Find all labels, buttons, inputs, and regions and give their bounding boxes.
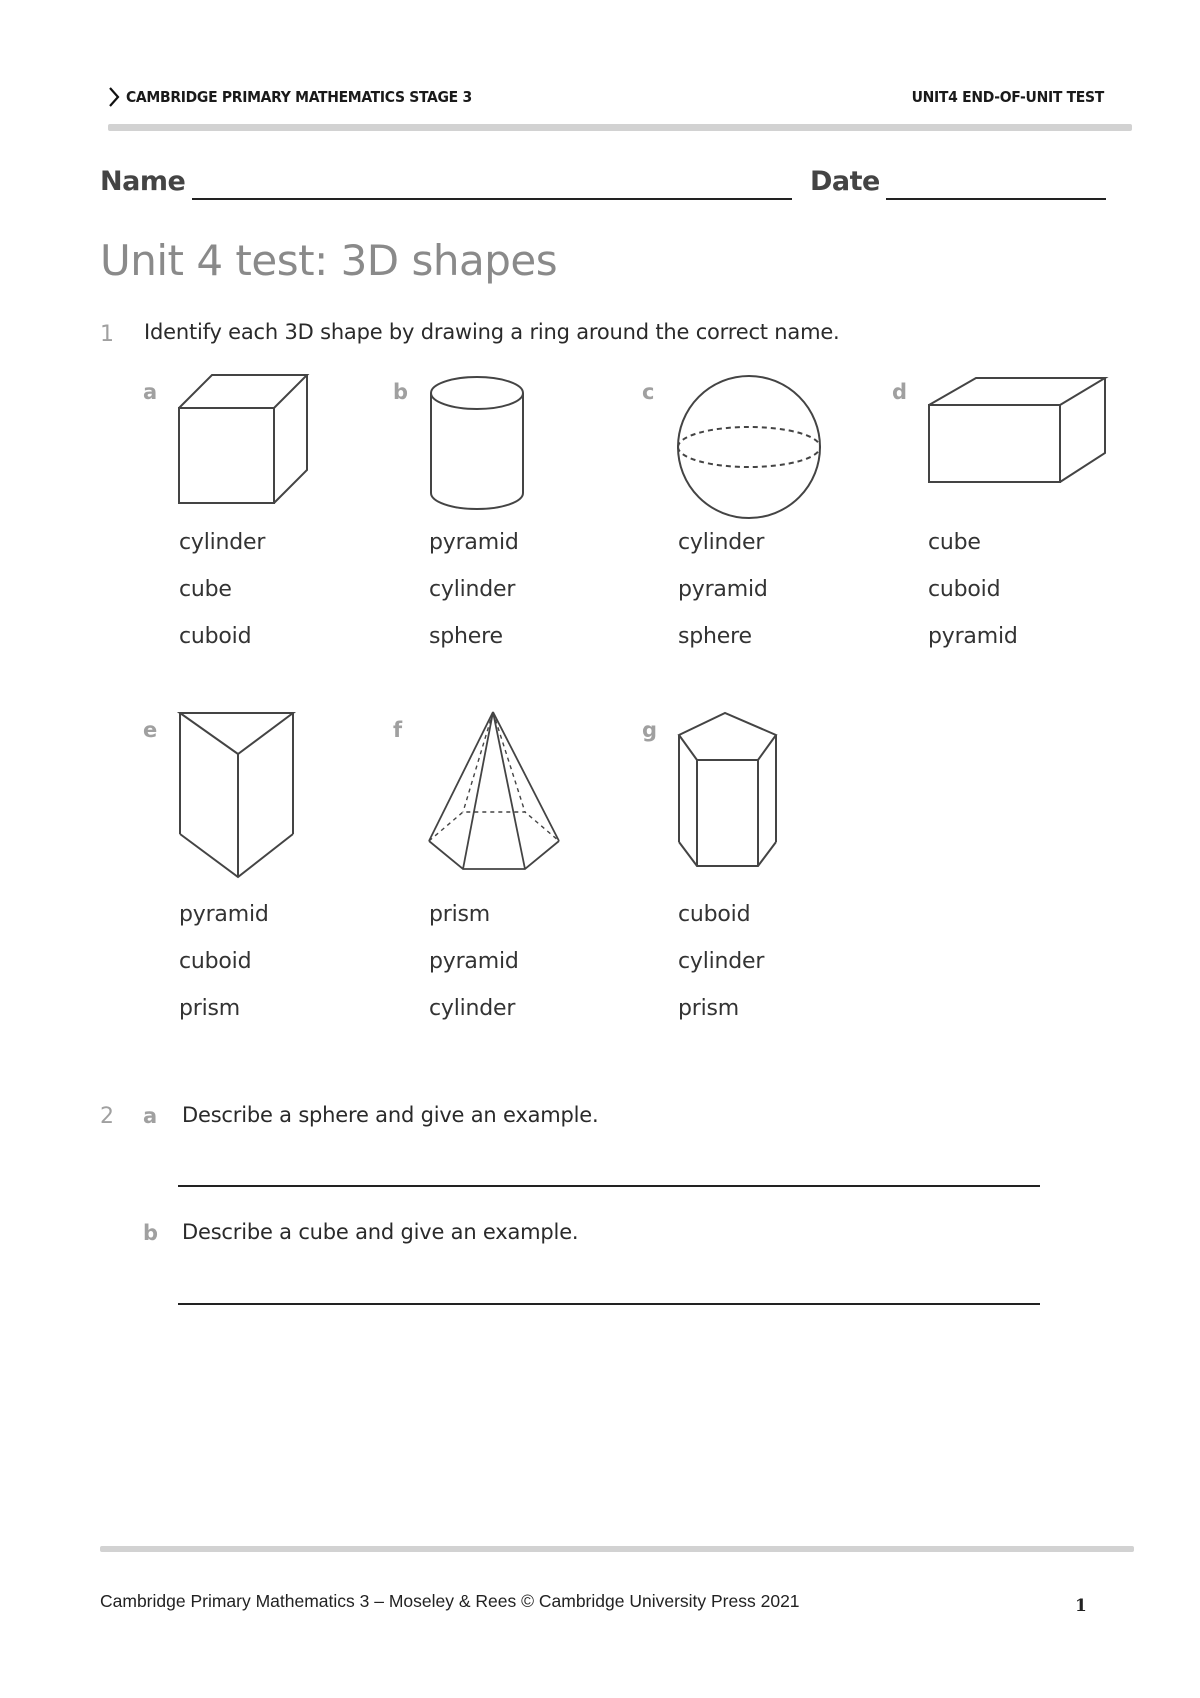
- header-left-title: CAMBRIDGE PRIMARY MATHEMATICS STAGE 3: [126, 88, 472, 106]
- footer-copyright: Cambridge Primary Mathematics 3 – Moseley & Rees © Cambridge University Press 2021: [100, 1591, 800, 1611]
- item-e-option-1[interactable]: pyramid: [179, 902, 269, 927]
- item-g-option-2[interactable]: cylinder: [678, 949, 765, 974]
- question-2b-letter: b: [143, 1221, 159, 1245]
- item-f-option-3[interactable]: cylinder: [429, 996, 516, 1021]
- pentagonal-prism-icon: [676, 710, 780, 870]
- triangular-prism-icon: [177, 710, 297, 880]
- item-e-letter: e: [143, 718, 158, 742]
- cylinder-icon: [428, 375, 526, 511]
- answer-line-2b[interactable]: [178, 1303, 1040, 1305]
- item-b-option-2[interactable]: cylinder: [429, 577, 516, 602]
- item-b-option-3[interactable]: sphere: [429, 624, 503, 649]
- question-2-number: 2: [100, 1104, 114, 1129]
- header: [0, 0, 1200, 140]
- question-2a-text: Describe a sphere and give an example.: [182, 1103, 599, 1127]
- item-b-option-1[interactable]: pyramid: [429, 530, 519, 555]
- question-2a-letter: a: [143, 1104, 158, 1128]
- item-g-option-3[interactable]: prism: [678, 996, 740, 1021]
- item-d-option-1[interactable]: cube: [928, 530, 981, 555]
- date-label: Date: [810, 166, 880, 197]
- item-d-option-3[interactable]: pyramid: [928, 624, 1018, 649]
- item-g-option-1[interactable]: cuboid: [678, 902, 751, 927]
- item-d-option-2[interactable]: cuboid: [928, 577, 1001, 602]
- item-b-letter: b: [393, 380, 409, 404]
- item-a-option-2[interactable]: cube: [179, 577, 232, 602]
- item-c-option-2[interactable]: pyramid: [678, 577, 768, 602]
- item-a-option-3[interactable]: cuboid: [179, 624, 252, 649]
- question-1-number: 1: [100, 322, 114, 347]
- item-f-option-1[interactable]: prism: [429, 902, 491, 927]
- item-e-option-3[interactable]: prism: [179, 996, 241, 1021]
- question-2b-text: Describe a cube and give an example.: [182, 1220, 579, 1244]
- item-c-option-1[interactable]: cylinder: [678, 530, 765, 555]
- item-f-option-2[interactable]: pyramid: [429, 949, 519, 974]
- cuboid-icon: [926, 375, 1108, 485]
- item-c-option-3[interactable]: sphere: [678, 624, 752, 649]
- item-e-option-2[interactable]: cuboid: [179, 949, 252, 974]
- item-a-letter: a: [143, 380, 158, 404]
- question-1-text: Identify each 3D shape by drawing a ring around the correct name.: [144, 320, 840, 344]
- item-f-letter: f: [393, 718, 403, 742]
- item-g-letter: g: [642, 718, 658, 742]
- sphere-icon: [675, 373, 823, 521]
- page-title: Unit 4 test: 3D shapes: [100, 236, 558, 285]
- header-divider: [108, 124, 1132, 131]
- chevron-right-icon: [108, 87, 120, 107]
- header-right-title: UNIT4 END-OF-UNIT TEST: [911, 88, 1104, 106]
- cube-icon: [176, 372, 312, 506]
- answer-line-2a[interactable]: [178, 1185, 1040, 1187]
- name-label: Name: [100, 166, 186, 197]
- item-c-letter: c: [642, 380, 655, 404]
- item-d-letter: d: [892, 380, 908, 404]
- item-a-option-1[interactable]: cylinder: [179, 530, 266, 555]
- name-field[interactable]: [192, 198, 792, 200]
- page-number: 1: [1075, 1596, 1087, 1616]
- footer-divider: [100, 1546, 1134, 1552]
- hexagonal-pyramid-icon: [426, 709, 562, 873]
- date-field[interactable]: [886, 198, 1106, 200]
